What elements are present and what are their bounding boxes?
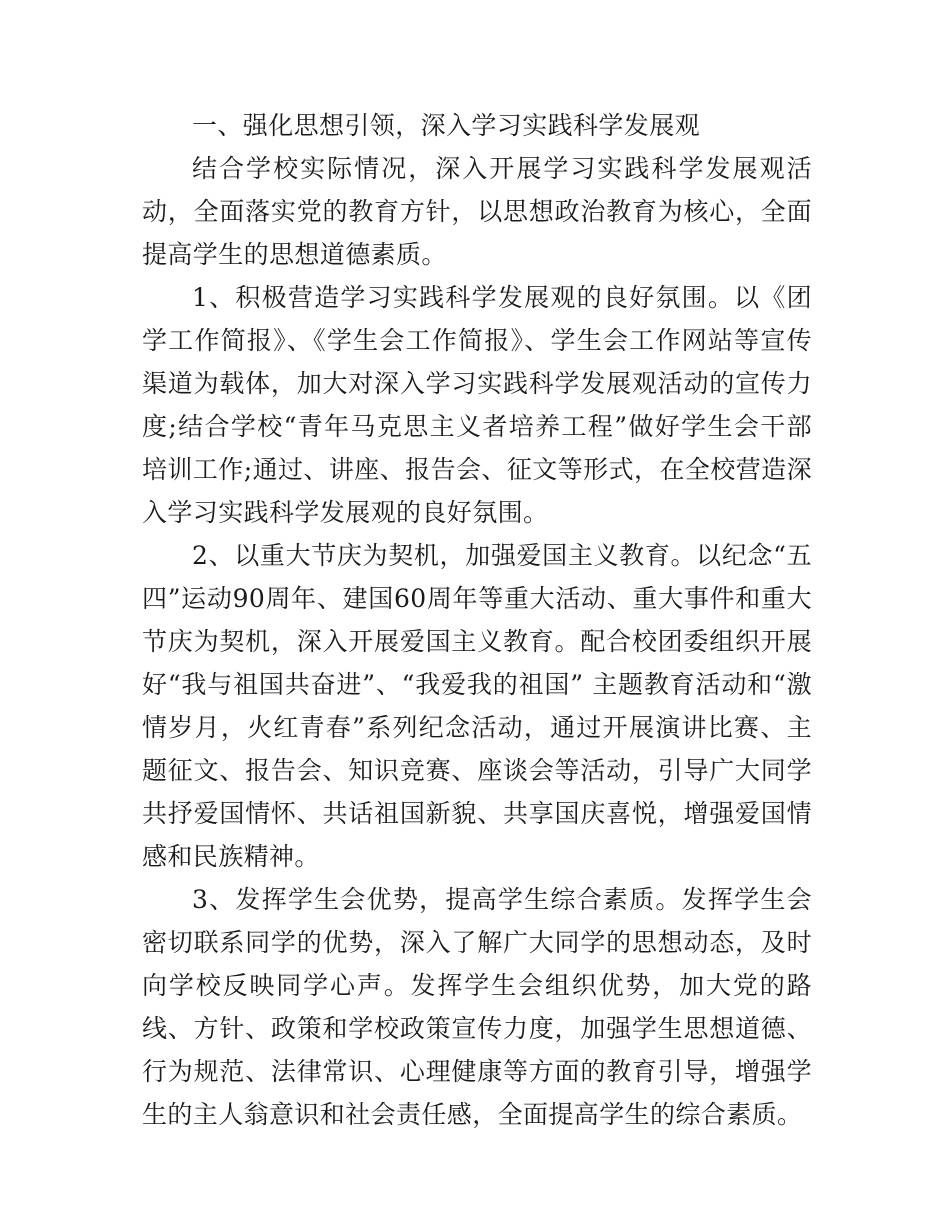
section-heading: 一、强化思想引领，深入学习实践科学发展观 <box>192 111 701 140</box>
paragraph-item-2: 2、以重大节庆为契机，加强爱国主义教育。以纪念“五四”运动90周年、建国60周年等重大活动、重大事件和重大节庆为契机，深入开展爱国主义教育。配合校团委组织开展好“我与祖国共奋进”、“我爱我的祖国” 主题教育活动和“激情岁月，火红青春”系列纪念活动，通过开展演讲比赛、主题征文、报告会、知识竞赛、座谈会等活动，引导广大同学共抒爱国情怀、共话祖国新貌、共享国庆喜悦，增强爱国情感和民族精神。 <box>142 541 812 871</box>
paragraph-intro: 结合学校实际情况，深入开展学习实践科学发展观活动，全面落实党的教育方针，以思想政治教育为核心，全面提高学生的思想道德素质。 <box>142 154 812 269</box>
paragraph-item-3: 3、发挥学生会优势，提高学生综合素质。发挥学生会密切联系同学的优势，深入了解广大同学的思想动态，及时向学校反映同学心声。发挥学生会组织优势，加大党的路线、方针、政策和学校政策宣传力度，加强学生思想道德、行为规范、法律常识、心理健康等方面的教育引导，增强学生的主人翁意识和社会责任感，全面提高学生的综合素质。 <box>142 885 812 1129</box>
paragraph-item-1: 1、积极营造学习实践科学发展观的良好氛围。以《团学工作简报》、《学生会工作简报》、学生会工作网站等宣传渠道为载体，加大对深入学习实践科学发展观活动的宣传力度;结合学校“青年马克思主义者培养工程”做好学生会干部培训工作;通过、讲座、报告会、征文等形式，在全校营造深入学习实践科学发展观的良好氛围。 <box>142 283 812 527</box>
document-body <box>142 104 812 1136</box>
